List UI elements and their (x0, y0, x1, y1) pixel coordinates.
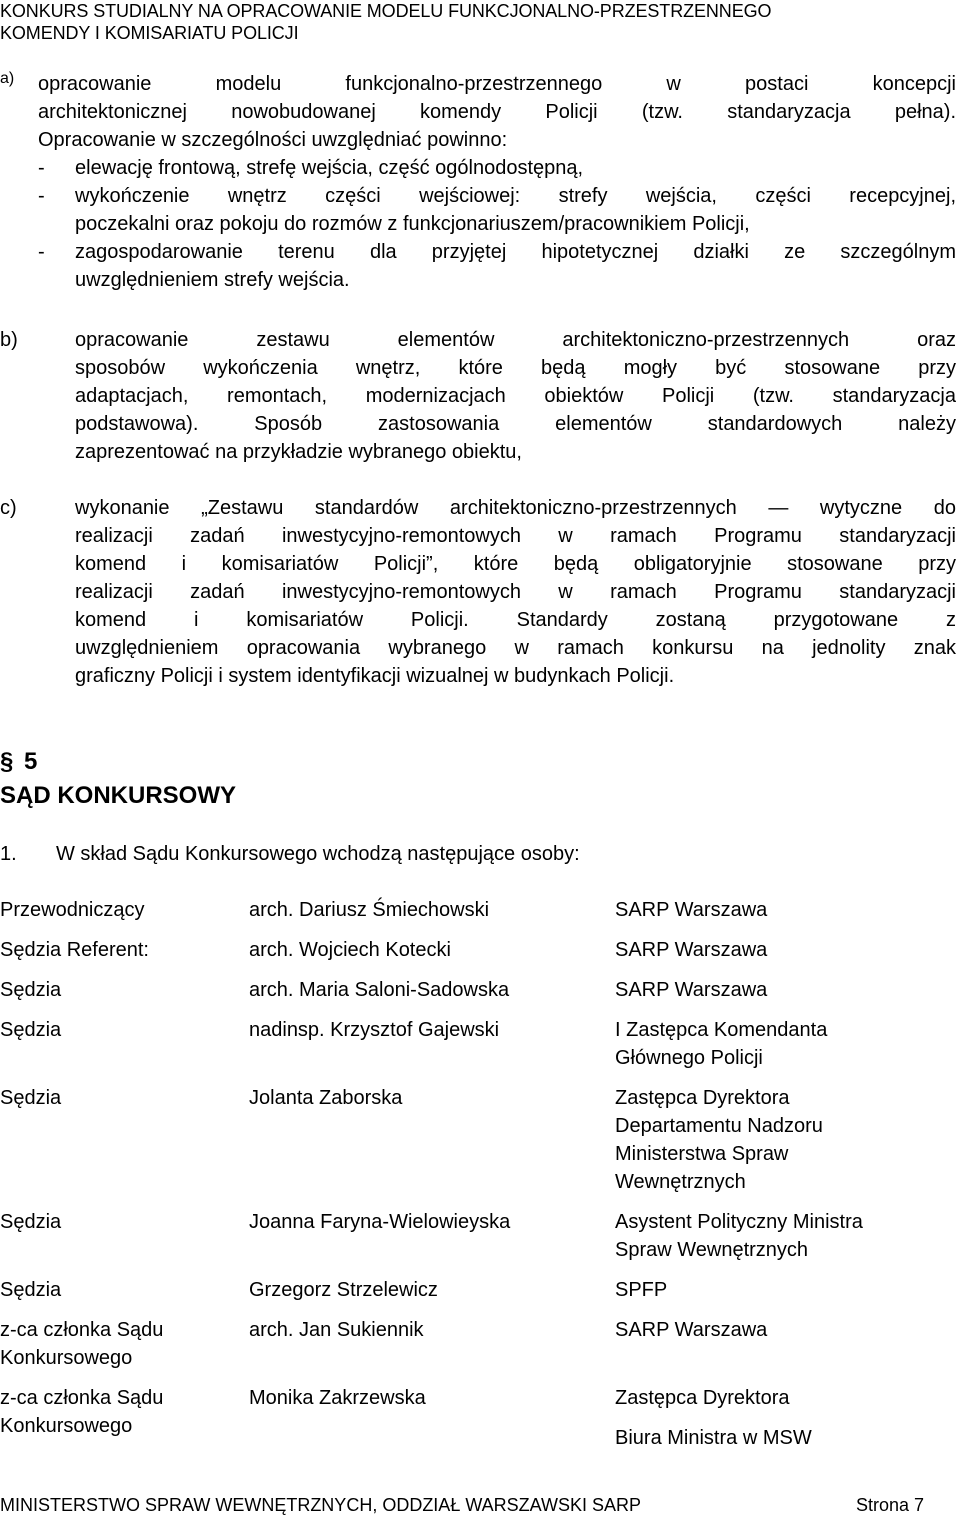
text-line: nadinsp. Krzysztof Gajewski (249, 1019, 500, 1041)
text-line: Grzegorz Strzelewicz (249, 1279, 438, 1301)
sublist-item (38, 238, 956, 294)
intro-text: W skład Sądu Konkursowego wchodzą następujące osoby: (56, 843, 580, 865)
item-a-sublist (38, 154, 956, 294)
text-line: architektonicznej nowobudowanej komendy Policji (tzw. standaryzacja pełna). (38, 101, 956, 123)
text-line: SARP Warszawa (615, 979, 768, 1001)
member-role (0, 1016, 240, 1044)
text-line: Sędzia (0, 1087, 62, 1109)
dash: - (38, 241, 45, 263)
member-organization (615, 976, 955, 1004)
text-line: uwzględnieniem strefy wejścia. (75, 269, 350, 291)
text-line: arch. Maria Saloni-Sadowska (249, 979, 510, 1001)
text-line: SARP Warszawa (615, 1319, 768, 1341)
text-line: Konkursowego (0, 1347, 133, 1369)
text-line: arch. Jan Sukiennik (249, 1319, 424, 1341)
member-name (249, 1084, 609, 1112)
member-organization (615, 1208, 955, 1264)
footer-left: MINISTERSTWO SPRAW WEWNĘTRZNYCH, ODDZIAŁ WARSZAWSKI SARP (0, 1495, 642, 1515)
member-organization (615, 1384, 955, 1452)
section-title: SĄD KONKURSOWY (0, 782, 237, 809)
member-name (249, 976, 609, 1004)
text-line: Sędzia Referent: (0, 939, 149, 961)
text-line: Asystent Polityczny Ministra (615, 1211, 863, 1233)
intro-number: 1. (0, 843, 17, 865)
text-line: zaprezentować na przykładzie wybranego obiektu, (75, 441, 522, 463)
member-organization (615, 896, 955, 924)
sublist-item (38, 154, 956, 182)
item-c-text (75, 494, 956, 690)
text-line: Konkursowego (0, 1415, 133, 1437)
text-line: adaptacjach, remontach, modernizacjach obiektów Policji (tzw. standaryzacja (75, 385, 956, 407)
member-role (0, 976, 240, 1004)
text-line: arch. Wojciech Kotecki (249, 939, 451, 961)
text-line: Departamentu Nadzoru (615, 1115, 823, 1137)
member-organization (615, 1316, 955, 1344)
dash: - (38, 157, 45, 179)
member-name (249, 1016, 609, 1044)
text-line: Biura Ministra w MSW (615, 1427, 812, 1449)
text-line: wykonanie „Zestawu standardów architektoniczno-przestrzennych — wytyczne do (75, 497, 956, 519)
text-line: Opracowanie w szczególności uwzględniać powinno: (38, 129, 508, 151)
text-line: Zastępca Dyrektora (615, 1387, 790, 1409)
text-line: z-ca członka Sądu (0, 1319, 164, 1341)
member-role (0, 1084, 240, 1112)
text-line: Ministerstwa Spraw (615, 1143, 789, 1165)
member-name (249, 936, 609, 964)
text-line: komend i komisariatów Policji”, które będą obligatoryjnie stosowane przy (75, 553, 956, 575)
text-line: sposobów wykończenia wnętrz, które będą mogły być stosowane przy (75, 357, 956, 379)
text-line: Joanna Faryna-Wielowieyska (249, 1211, 511, 1233)
sublist-item (38, 182, 956, 238)
text-line: Spraw Wewnętrznych (615, 1239, 809, 1261)
text-line: zagospodarowanie terenu dla przyjętej hipotetycznej działki ze szczególnym (75, 241, 956, 263)
text-line: Monika Zakrzewska (249, 1387, 426, 1409)
member-name (249, 1276, 609, 1304)
text-line: SARP Warszawa (615, 899, 768, 921)
member-name (249, 1384, 609, 1412)
member-role (0, 936, 240, 964)
section-heading (0, 745, 236, 813)
page-number: Strona 7 (855, 1495, 924, 1515)
page-footer (0, 1494, 924, 1516)
text-line: arch. Dariusz Śmiechowski (249, 899, 490, 921)
text-line: SPFP (615, 1279, 668, 1301)
section-symbol: § (0, 748, 14, 775)
text-line: z-ca członka Sądu (0, 1387, 164, 1409)
item-b-marker: b) (0, 329, 18, 351)
section-number: 5 (24, 748, 38, 775)
text-line: Sędzia (0, 1019, 62, 1041)
text-line: I Zastępca Komendanta (615, 1019, 828, 1041)
header-line-2: KOMENDY I KOMISARIATU POLICJI (0, 23, 299, 43)
text-line: wykończenie wnętrz części wejściowej: strefy wejścia, części recepcyjnej, (75, 185, 956, 207)
item-b-text (75, 326, 956, 466)
text-line: Sędzia (0, 1279, 62, 1301)
member-name (249, 896, 609, 924)
member-organization (615, 1276, 955, 1304)
text-line: realizacji zadań inwestycyjno-remontowych w ramach Programu standaryzacji (75, 525, 956, 547)
text-line: Przewodniczący (0, 899, 145, 921)
text-line: Zastępca Dyrektora (615, 1087, 790, 1109)
text-line: komend i komisariatów Policji. Standardy zostaną przygotowane z (75, 609, 956, 631)
text-line: Sędzia (0, 1211, 62, 1233)
text-line: Jolanta Zaborska (249, 1087, 403, 1109)
text-line: Sędzia (0, 979, 62, 1001)
member-name (249, 1208, 609, 1236)
item-a-text (38, 70, 956, 154)
text-line: opracowanie zestawu elementów architektoniczno-przestrzennych oraz (75, 329, 956, 351)
member-role (0, 1208, 240, 1236)
text-line: elewację frontową, strefę wejścia, część ogólnodostępną, (75, 157, 584, 179)
text-line: SARP Warszawa (615, 939, 768, 961)
member-organization (615, 936, 955, 964)
text-line: uwzględnieniem opracowania wybranego w ramach konkursu na jednolity znak (75, 637, 956, 659)
member-role (0, 1316, 240, 1372)
text-line: poczekalni oraz pokoju do rozmów z funkcjonariuszem/pracownikiem Policji, (75, 213, 750, 235)
item-a-marker: a) (0, 70, 15, 87)
header-line-1: KONKURS STUDIALNY NA OPRACOWANIE MODELU FUNKCJONALNO-PRZESTRZENNEGO (0, 1, 772, 21)
member-role (0, 1384, 240, 1440)
text-line: Głównego Policji (615, 1047, 763, 1069)
text-line: Wewnętrznych (615, 1171, 746, 1193)
text-line: graficzny Policji i system identyfikacji wizualnej w budynkach Policji. (75, 665, 675, 687)
item-c-marker: c) (0, 497, 17, 519)
member-organization (615, 1084, 955, 1196)
page-header (0, 0, 771, 44)
member-role (0, 896, 240, 924)
member-role (0, 1276, 240, 1304)
member-organization (615, 1016, 955, 1072)
text-line: podstawowa). Sposób zastosowania elementów standardowych należy (75, 413, 956, 435)
text-line: realizacji zadań inwestycyjno-remontowych w ramach Programu standaryzacji (75, 581, 956, 603)
dash: - (38, 185, 45, 207)
member-name (249, 1316, 609, 1344)
text-line: opracowanie modelu funkcjonalno-przestrzennego w postaci koncepcji (38, 73, 956, 95)
intro-paragraph (0, 840, 580, 868)
